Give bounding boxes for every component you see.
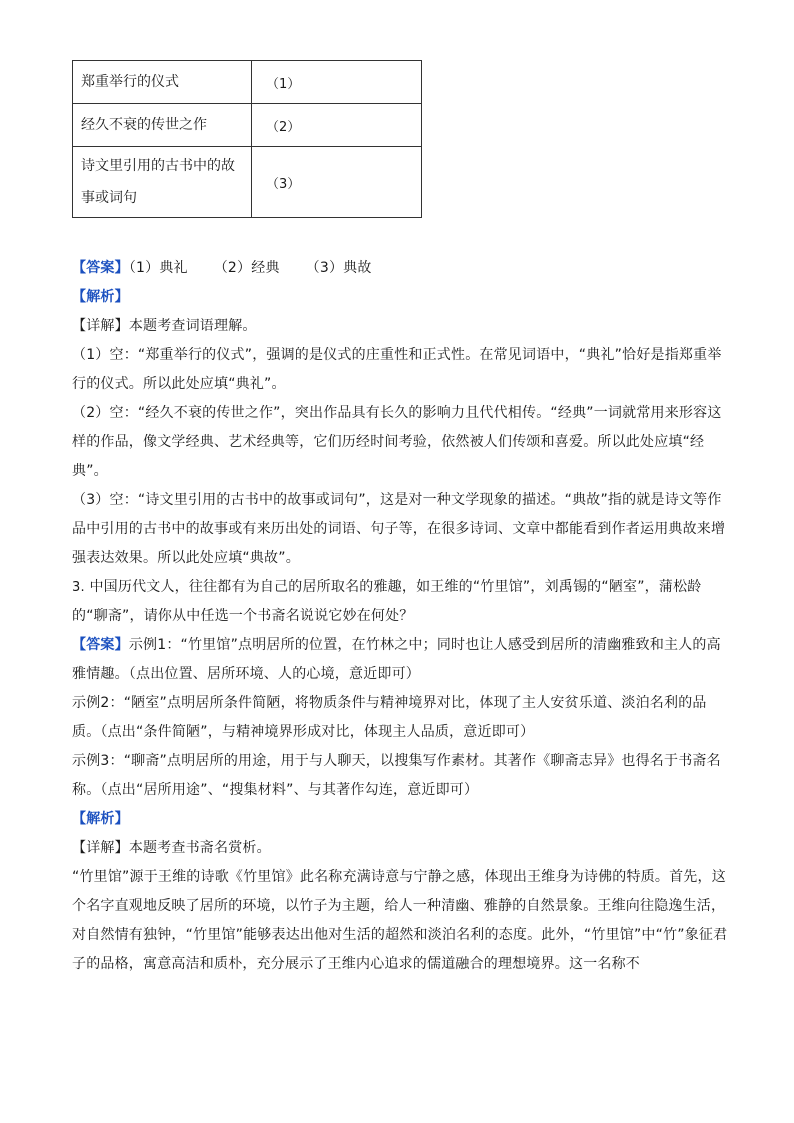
table-row [73,104,422,147]
table-term-cell: 经久不衰的传世之作 [73,104,252,147]
analysis-heading [72,805,732,834]
table-row [73,147,422,218]
table-blank-cell: （1） [252,61,422,104]
example-answer: 示例3：“聊斋”点明居所的用途，用于与人聊天，以搜集写作素材。其著作《聊斋志异》也得名于书斋名称。（点出“居所用途”、“搜集材料”、与其著作勾连，意近即可） [72,753,721,798]
detail-paragraph: （1）空：“郑重举行的仪式”，强调的是仪式的庄重性和正式性。在常见词语中，“典礼”恰好是指郑重举行的仪式。所以此处应填“典礼”。 [72,347,722,392]
detail-tag: 【详解】 [72,318,129,334]
answer-item: （1）典礼 [128,260,188,276]
answer-line [72,254,732,283]
answer-tag: 【答案】 [72,260,129,276]
example-text: 示例1：“竹里馆”点明居所的位置，在竹林之中；同时也让人感受到居所的清幽雅致和主人的高雅情趣。（点出位置、居所环境、人的心境，意近即可） [72,637,721,682]
table-row [73,61,422,104]
detail-tag: 【详解】 [72,840,129,856]
detail-intro: 本题考查词语理解。 [128,318,257,334]
answer-item: （3）典故 [305,260,372,276]
answer-item: （2）经典 [213,260,280,276]
question-number: 3. [72,580,85,595]
table-term-cell: 诗文里引用的古书中的故事或词句 [73,147,252,218]
detail-heading [72,834,732,863]
detail-intro: 本题考查书斋名赏析。 [128,840,271,856]
detail-heading [72,312,732,341]
table-blank-cell: （3） [252,147,422,218]
table-blank-cell: （2） [252,104,422,147]
detail-paragraph: （2）空：“经久不衰的传世之作”，突出作品具有长久的影响力且代代相传。“经典”一词就常用来形容这样的作品，像文学经典、艺术经典等，它们历经时间考验，依然被人们传颂和喜爱。所以此处应填“经典”。 [72,405,722,479]
analysis-heading [72,283,732,312]
question-3 [72,573,732,631]
example-answer: 示例2：“陋室”点明居所条件简陋，将物质条件与精神境界对比，体现了主人安贫乐道、淡泊名利的品质。（点出“条件简陋”，与精神境界形成对比，体现主人品质，意近即可） [72,695,707,740]
table-term-cell: 郑重举行的仪式 [73,61,252,104]
example-answer [72,631,732,689]
question-text: 中国历代文人，往往都有为自己的居所取名的雅趣，如王维的“竹里馆”，刘禹锡的“陋室”，蒲松龄的“聊斋”，请你从中任选一个书斋名说说它妙在何处？ [72,579,702,624]
definition-table [72,60,422,218]
answer-tag: 【答案】 [72,637,129,653]
analysis-tag: 【解析】 [72,289,129,305]
detail-paragraph: （3）空：“诗文里引用的古书中的故事或词句”，这是对一种文学现象的描述。“典故”指的就是诗文等作品中引用的古书中的故事或有来历出处的词语、句子等，在很多诗词、文章中都能看到作者运用典故来增强表达效果。所以此处应填“典故”。 [72,492,726,566]
analysis-tag: 【解析】 [72,811,129,827]
document-page [72,60,732,979]
detail-paragraph: “竹里馆”源于王维的诗歌《竹里馆》此名称充满诗意与宁静之感，体现出王维身为诗佛的特质。首先，这个名字直观地反映了居所的环境，以竹子为主题，给人一种清幽、雅静的自然景象。王维向往隐逸生活，对自然情有独钟，“竹里馆”能够表达出他对生活的超然和淡泊名利的态度。此外，“竹里馆”中“竹”象征君子的品格，寓意高洁和质朴，充分展示了王维内心追求的儒道融合的理想境界。这一名称不 [72,869,728,972]
